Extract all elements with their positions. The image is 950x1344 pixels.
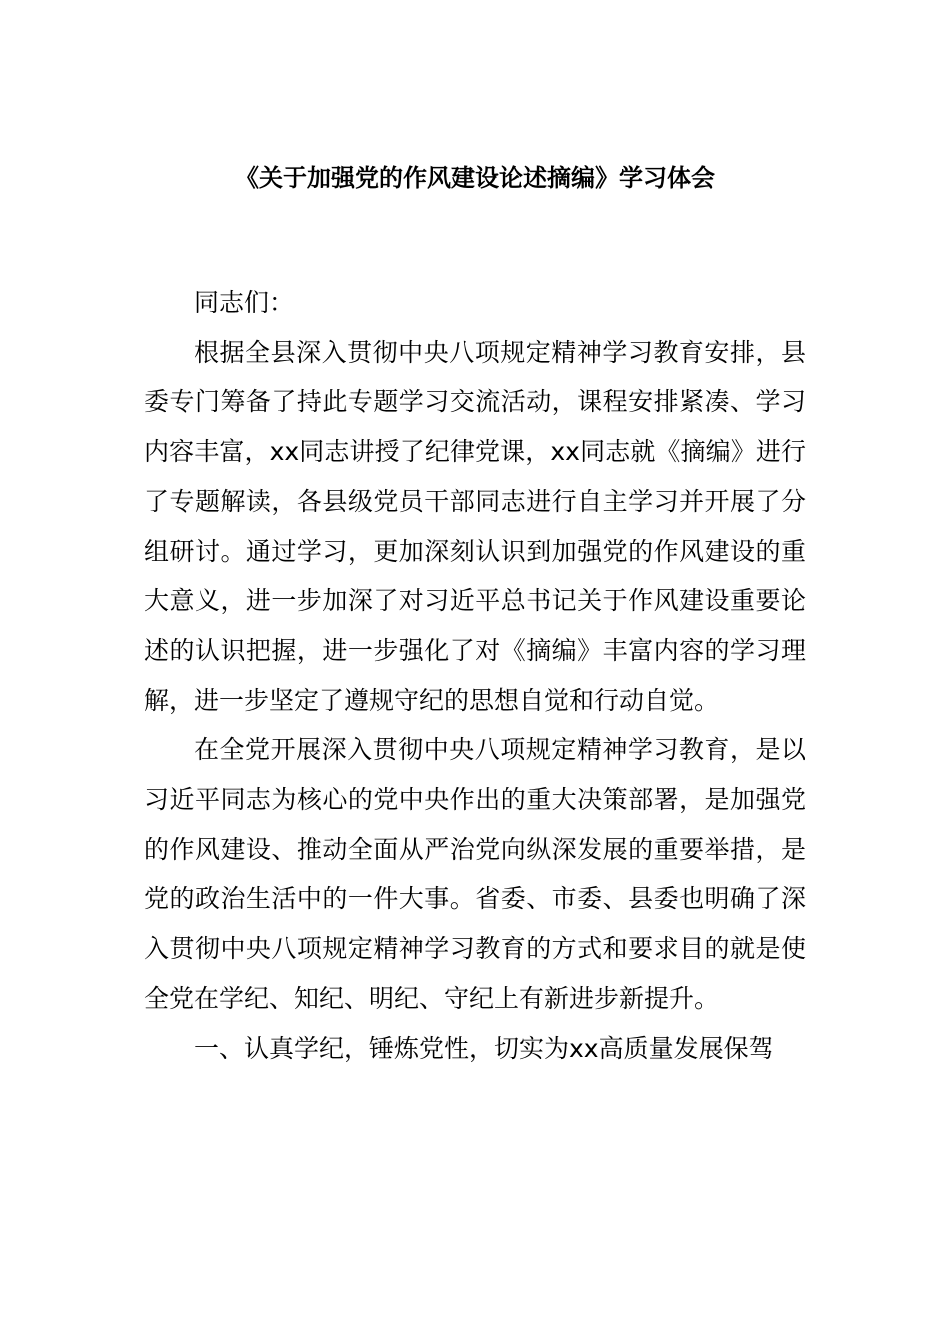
section-heading-1: 一、认真学纪，锤炼党性，切实为xx高质量发展保驾 <box>194 1033 774 1063</box>
paragraph-2: 在全党开展深入贯彻中央八项规定精神学习教育，是以习近平同志为核心的党中央作出的重大决策部署，是加强党的作风建设、推动全面从严治党向纵深发展的重要举措，是党的政治生活中的一件大事。省委、市委、县委也明确了深入贯彻中央八项规定精神学习教育的方式和要求目的就是使全党在学纪、知纪、明纪、守纪上有新进步新提升。 <box>144 735 806 1013</box>
paragraph-1: 根据全县深入贯彻中央八项规定精神学习教育安排，县委专门筹备了持此专题学习交流活动，课程安排紧凑、学习内容丰富，xx同志讲授了纪律党课，xx同志就《摘编》进行了专题解读，各县级党员干部同志进行自主学习并开展了分组研讨。通过学习，更加深刻认识到加强党的作风建设的重大意义，进一步加深了对习近平总书记关于作风建设重要论述的认识把握，进一步强化了对《摘编》丰富内容的学习理解，进一步坚定了遵规守纪的思想自觉和行动自觉。 <box>144 337 806 715</box>
document-body <box>144 278 806 1073</box>
salutation: 同志们： <box>194 288 295 317</box>
document-title: 《关于加强党的作风建设论述摘编》学习体会 <box>235 164 715 192</box>
